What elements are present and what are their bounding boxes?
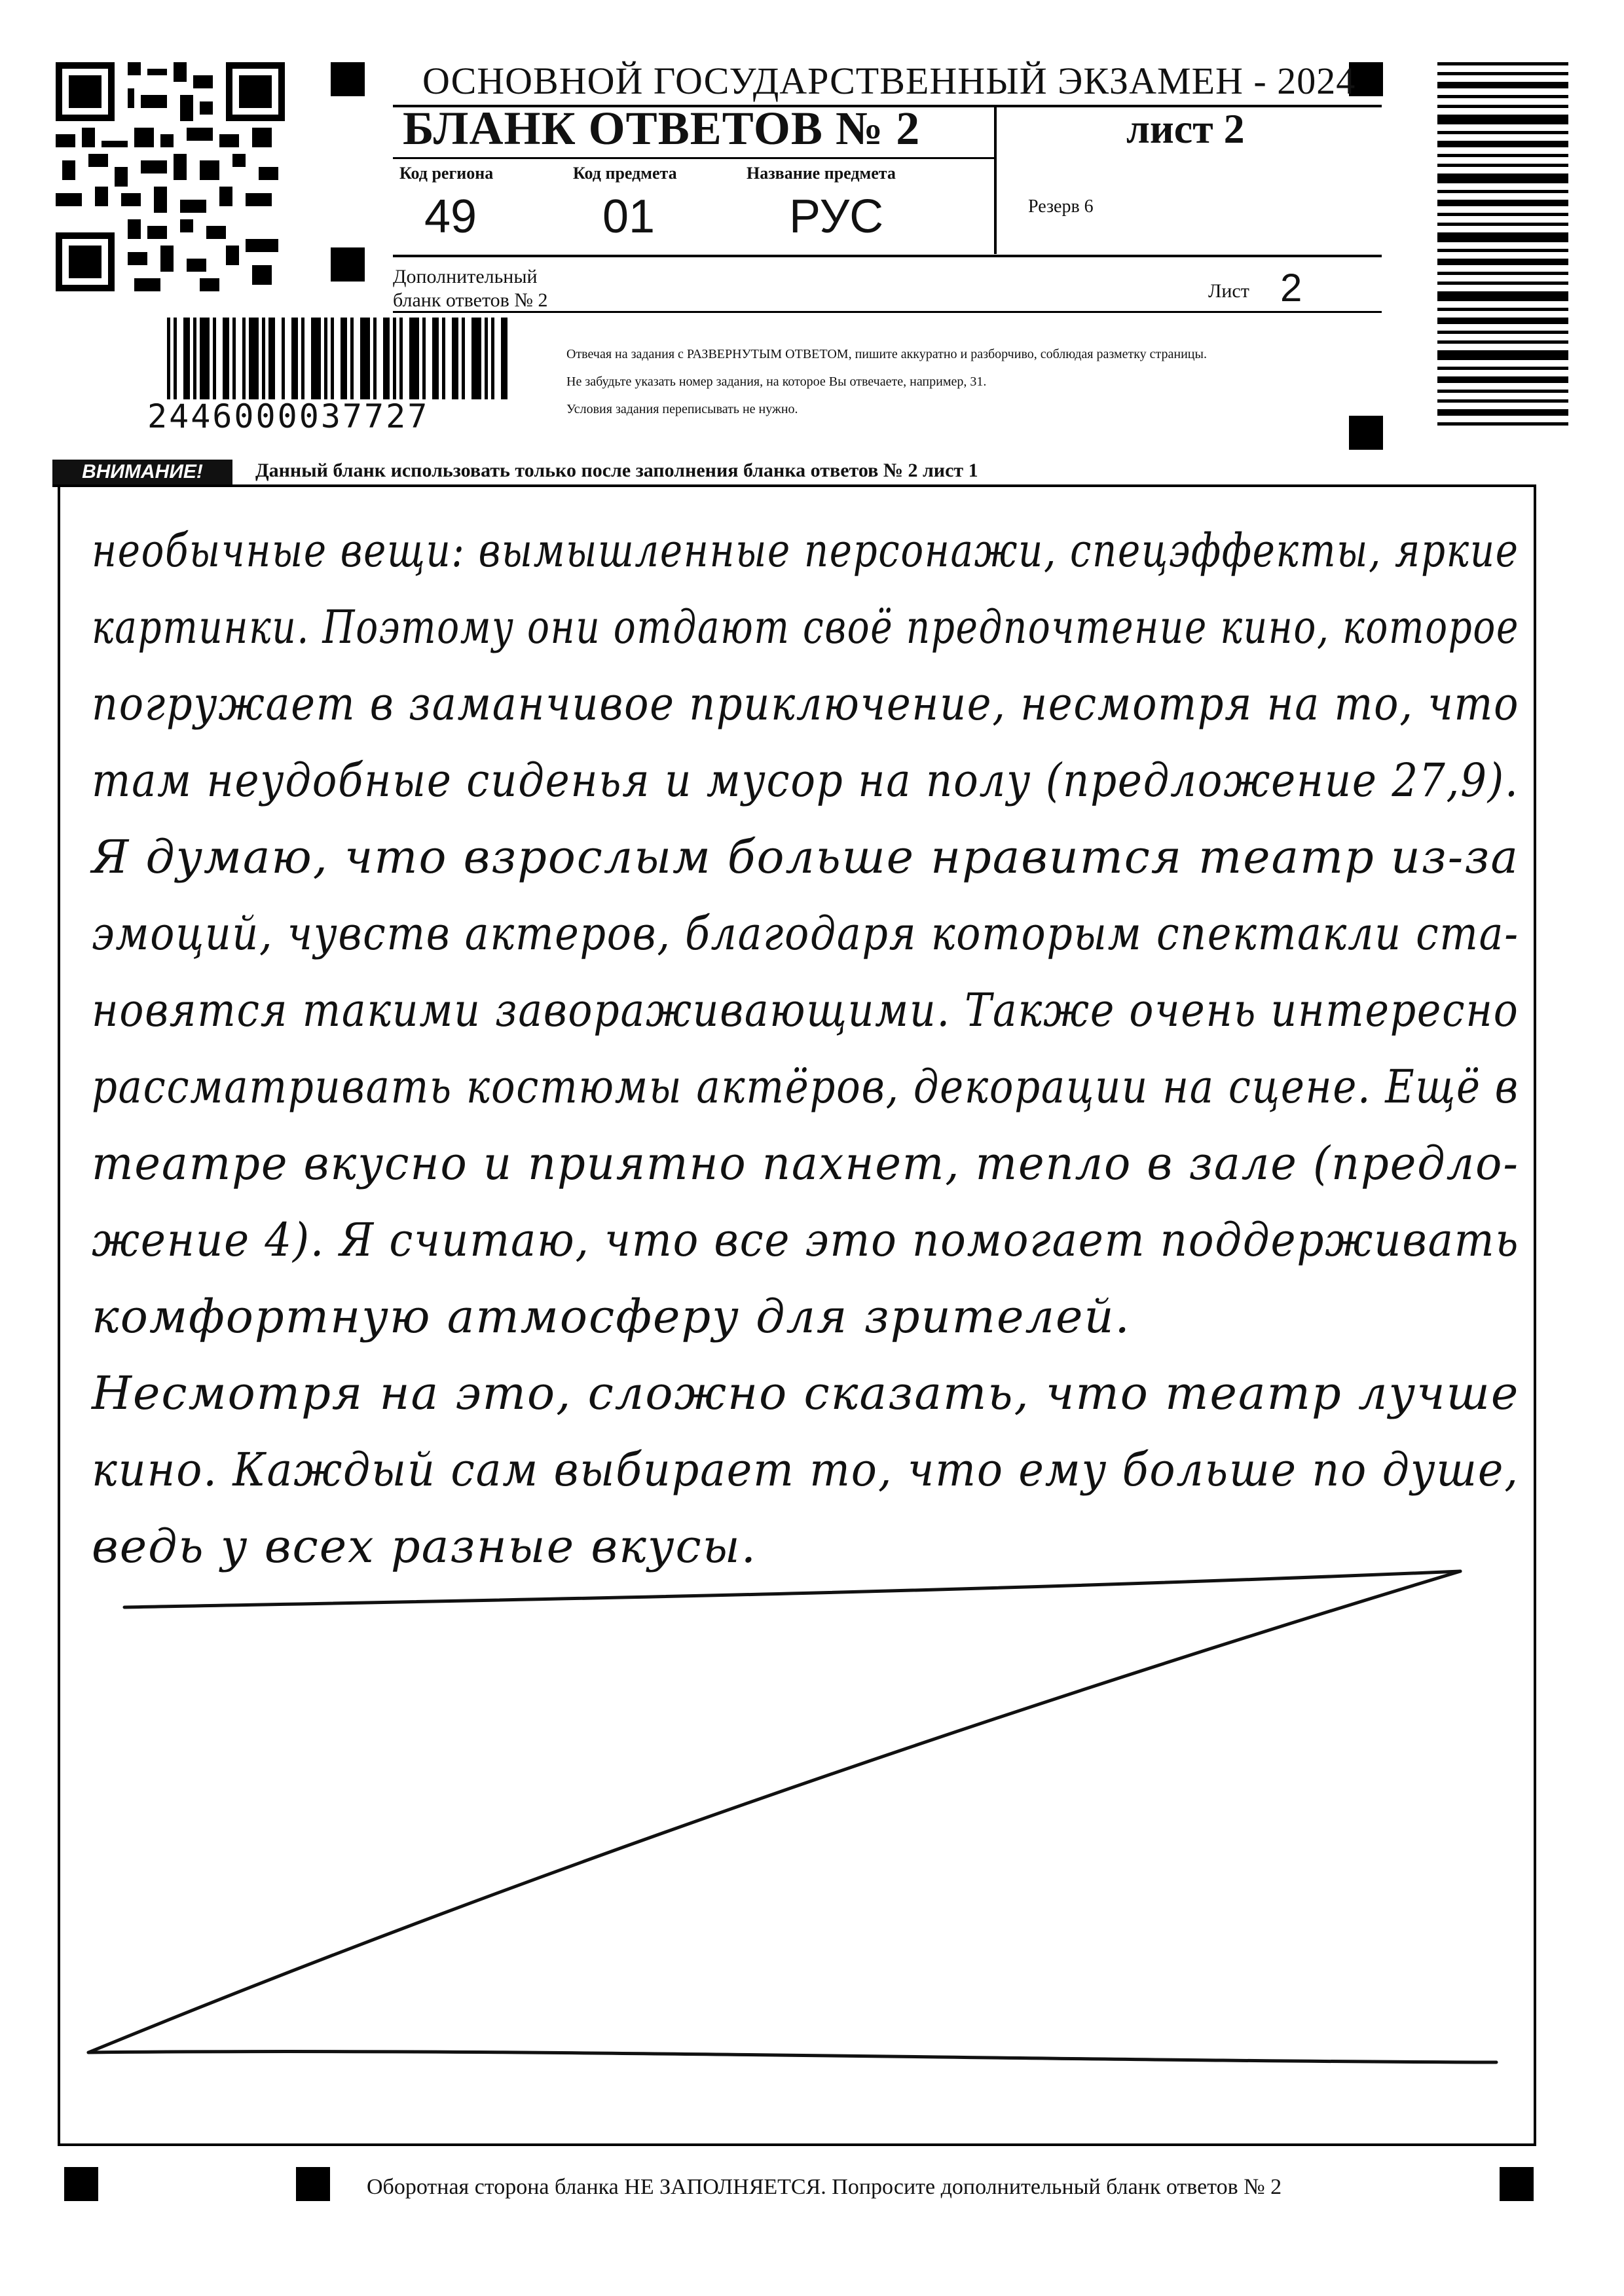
exam-title: ОСНОВНОЙ ГОСУДАРСТВЕННЫЙ ЭКЗАМЕН - 2024 (422, 60, 1356, 102)
handwritten-line: Несмотря на это, сложно сказать, что театр лучше (92, 1366, 1520, 1420)
sheet-number: лист 2 (1126, 105, 1245, 152)
extra-sheet-label-line: бланк ответов № 2 (393, 289, 548, 311)
handwritten-line: картинки. Поэтому они отдают своё предпочтение кино, которое (92, 600, 1519, 654)
list-value: 2 (1280, 266, 1302, 310)
list-label: Лист (1208, 280, 1249, 302)
reserve-field: Резерв 6 (1028, 196, 1094, 217)
handwritten-line: ведь у всех разные вкусы. (92, 1520, 757, 1573)
subject-name-label: Название предмета (747, 164, 896, 183)
handwritten-line: рассматривать костюмы актёров, декорации на сцене. Ещё в (92, 1060, 1519, 1114)
handwritten-line: там неудобные сиденья и мусор на полу (предложение 27,9). (92, 754, 1519, 807)
barcode-number: 2446000037727 (147, 397, 430, 435)
instruction-note: Условия задания переписывать не нужно. (566, 402, 798, 416)
handwritten-line: эмоций, чувств актеров, благодаря которым спектакли ста- (92, 907, 1519, 960)
region-code-label: Код региона (399, 164, 494, 183)
sheet-title: БЛАНК ОТВЕТОВ № 2 (403, 102, 921, 155)
warning-text: Данный бланк использовать только после заполнения бланка ответов № 2 лист 1 (255, 460, 978, 481)
extra-sheet-label-line: Дополнительный (393, 266, 538, 287)
handwritten-line: комфортную атмосферу для зрителей. (92, 1290, 1131, 1343)
instruction-note: Не забудьте указать номер задания, на которое Вы отвечаете, например, 31. (566, 374, 987, 389)
handwritten-line: погружает в заманчивое приключение, несмотря на то, что (92, 677, 1520, 731)
subject-code-value: 01 (602, 191, 655, 243)
footer-note: Оборотная сторона бланка НЕ ЗАПОЛНЯЕТСЯ. Попросите дополнительный бланк ответов № 2 (367, 2175, 1282, 2199)
handwritten-line: новятся такими завораживающими. Также очень интересно (92, 983, 1519, 1037)
warning-badge: ВНИМАНИЕ! (52, 460, 232, 484)
region-code-value: 49 (424, 191, 477, 243)
subject-name-value: РУС (789, 191, 884, 243)
handwritten-line: необычные вещи: вымышленные персонажи, спецэффекты, яркие (92, 524, 1519, 577)
handwritten-line: театре вкусно и приятно пахнет, тепло в зале (предло- (92, 1137, 1519, 1190)
subject-code-label: Код предмета (573, 164, 677, 183)
handwritten-line: кино. Каждый сам выбирает то, что ему больше по душе, (92, 1443, 1519, 1497)
handwritten-line: Я думаю, что взрослым больше нравится театр из-за (92, 830, 1519, 884)
handwritten-line: жение 4). Я считаю, что все это помогает поддерживать (92, 1213, 1520, 1267)
instruction-note: Отвечая на задания с РАЗВЕРНУТЫМ ОТВЕТОМ, пишите аккуратно и разборчиво, соблюдая разметку страницы. (566, 347, 1207, 361)
